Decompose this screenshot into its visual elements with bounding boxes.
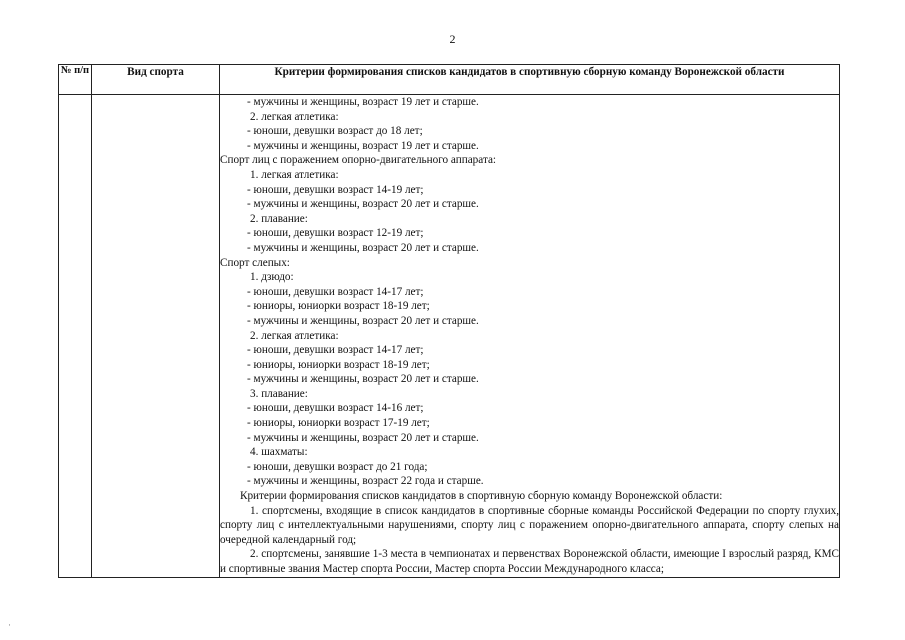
criteria-line: - юниоры, юниорки возраст 17-19 лет; xyxy=(247,417,430,430)
criteria-line: - юноши, девушки возраст 14-17 лет; xyxy=(247,285,424,298)
criteria-line: - юниоры, юниорки возраст 18-19 лет; xyxy=(247,300,430,313)
criteria-line: - юноши, девушки возраст 14-16 лет; xyxy=(247,402,424,415)
criteria-paragraph-2: 2. спортсмены, занявшие 1-3 места в чемпионатах и первенствах Воронежской области, имеющие I взрослый разряд, КМС и спортивные звания Мастер спорта России, Мастер спорта России Международного класса; xyxy=(220,548,839,575)
criteria-line: - мужчины и женщины, возраст 22 года и старше. xyxy=(247,475,484,488)
criteria-line: 2. легкая атлетика: xyxy=(250,329,339,342)
criteria-line: - юноши, девушки возраст 14-17 лет; xyxy=(247,344,424,357)
criteria-line: Спорт лиц с поражением опорно-двигательного аппарата: xyxy=(220,154,497,167)
table-row xyxy=(59,95,840,578)
criteria-line: - юноши, девушки возраст 14-19 лет; xyxy=(247,183,424,196)
criteria-line: - мужчины и женщины, возраст 20 лет и старше. xyxy=(247,373,479,386)
criteria-line: 3. плавание: xyxy=(250,387,308,400)
scan-mark: · xyxy=(8,620,11,630)
criteria-line: - юноши, девушки возраст до 21 года; xyxy=(247,460,428,473)
header-sport: Вид спорта xyxy=(92,65,220,95)
criteria-line: - мужчины и женщины, возраст 20 лет и старше. xyxy=(247,431,479,444)
criteria-heading: Критерии формирования списков кандидатов в спортивную сборную команду Воронежской области: xyxy=(240,490,723,503)
criteria-lines xyxy=(220,95,839,489)
criteria-table xyxy=(58,64,840,578)
criteria-line: 1. легкая атлетика: xyxy=(250,168,339,181)
cell-sport xyxy=(92,95,220,578)
criteria-line: - юноши, девушки возраст 12-19 лет; xyxy=(247,227,424,240)
criteria-line: - мужчины и женщины, возраст 20 лет и старше. xyxy=(247,241,479,254)
criteria-line: - юниоры, юниорки возраст 18-19 лет; xyxy=(247,358,430,371)
criteria-line: 2. легкая атлетика: xyxy=(250,110,339,123)
criteria-line: Спорт слепых: xyxy=(220,256,290,269)
criteria-line: - мужчины и женщины, возраст 19 лет и старше. xyxy=(247,139,479,152)
cell-number xyxy=(59,95,92,578)
criteria-line: 1. дзюдо: xyxy=(250,271,294,284)
table-header-row xyxy=(59,65,840,95)
criteria-line: - мужчины и женщины, возраст 20 лет и старше. xyxy=(247,198,479,211)
criteria-line: 2. плавание: xyxy=(250,212,308,225)
criteria-paragraph-1: 1. спортсмены, входящие в список кандидатов в спортивные сборные команды Российской Федерации по спорту глухих, спорту лиц с интеллектуальными нарушениями, спорту лиц с поражением опорно-двигательного аппарата, спорту слепых на очередной календарный год; xyxy=(220,504,839,546)
header-criteria: Критерии формирования списков кандидатов в спортивную сборную команду Воронежской области xyxy=(220,65,840,95)
criteria-line: - мужчины и женщины, возраст 20 лет и старше. xyxy=(247,314,479,327)
criteria-line: - мужчины и женщины, возраст 19 лет и старше. xyxy=(247,96,479,108)
page-number: 2 xyxy=(449,32,456,46)
header-number: № п/п xyxy=(59,65,92,95)
criteria-line: 4. шахматы: xyxy=(250,446,308,459)
cell-criteria xyxy=(220,95,840,578)
criteria-line: - юноши, девушки возраст до 18 лет; xyxy=(247,125,423,138)
